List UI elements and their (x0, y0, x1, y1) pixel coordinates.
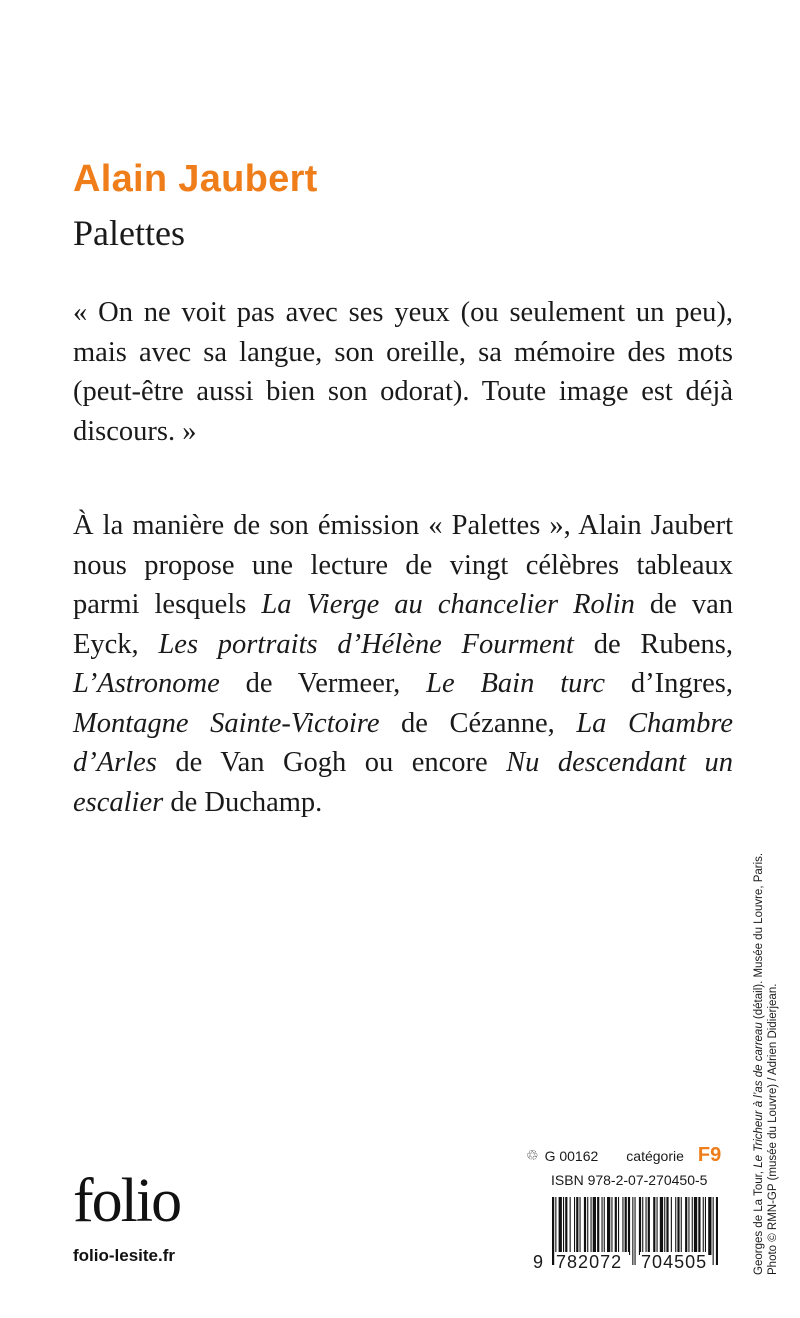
barcode-bar (593, 1197, 596, 1255)
product-code: G 00162 (544, 1147, 599, 1164)
barcode-bar (597, 1197, 599, 1255)
barcode-bar (708, 1197, 711, 1255)
barcode-bar (576, 1197, 578, 1255)
photo-credit: Photo © RMN-GP (musée du Louvre) / Adrien Didierjean. (767, 983, 779, 1275)
publisher-logo: folio (73, 1167, 181, 1235)
desc-text: de van Eyck, (73, 589, 733, 660)
barcode-bar (675, 1197, 676, 1255)
credit-text: Georges de La Tour, (753, 1167, 765, 1275)
isbn: ISBN 978-2-07-270450-5 (551, 1172, 708, 1188)
barcode-bar (574, 1197, 575, 1255)
barcode-bar (703, 1197, 704, 1255)
artwork-title: La Vierge au chancelier Rolin (261, 589, 635, 620)
barcode-bar (664, 1197, 665, 1255)
book-description (73, 506, 733, 822)
desc-text: de Duchamp. (163, 786, 323, 818)
barcode-bar (615, 1197, 617, 1255)
barcode-bar (642, 1197, 643, 1255)
barcode-bar (653, 1197, 655, 1255)
artwork-title: Les portraits d’Hélène Fourment (158, 628, 574, 660)
barcode-bar (639, 1197, 641, 1255)
barcode-bar (677, 1197, 679, 1255)
barcode-bar (559, 1197, 562, 1255)
barcode-bar (681, 1197, 682, 1255)
barcode-bar (685, 1197, 687, 1255)
desc-text: À la manière de son émission « Palettes », Alain Jaubert nous propose une lecture de vingt célèbres tableaux parmi lesquels (73, 510, 733, 620)
desc-text: de Vermeer, (219, 668, 427, 699)
barcode-bar (657, 1197, 658, 1255)
barcode-bar (713, 1197, 714, 1265)
category-value: F9 (697, 1144, 722, 1166)
barcode-bar (692, 1197, 693, 1255)
barcode-bar (584, 1197, 586, 1255)
barcode-bar (607, 1197, 610, 1255)
barcode-bar (563, 1197, 564, 1255)
cover-image-credits (752, 825, 780, 1275)
barcode-bar (611, 1197, 612, 1255)
barcode-bar (570, 1197, 571, 1255)
barcode-bar (587, 1197, 588, 1255)
barcode-bar (618, 1197, 619, 1255)
artwork-title: Le Bain turc (426, 668, 606, 699)
epigraph-quote: « On ne voit pas avec ses yeux (ou seulement un peu), mais avec sa langue, son oreille, sa mémoire des mots (peut-être aussi bien son odorat). Toute image est déjà discours. » (73, 297, 733, 447)
desc-text: de Rubens, (573, 628, 733, 660)
barcode-bar (622, 1197, 623, 1255)
barcode-bar (666, 1197, 668, 1255)
artwork-title: L’Astronome (73, 668, 220, 699)
barcode-bar (648, 1197, 650, 1255)
barcode-digits (532, 1252, 708, 1273)
barcode-bar (602, 1197, 603, 1255)
barcode-bar (580, 1197, 581, 1255)
barcode-bar (694, 1197, 697, 1255)
barcode-digits-right: 704505 (641, 1252, 708, 1272)
barcode-bar (604, 1197, 605, 1255)
barcode-bar (705, 1197, 706, 1255)
barcode-digit-first: 9 (533, 1252, 544, 1272)
credit-work-title: Le Tricheur à l’as de carreau (753, 1022, 765, 1168)
desc-text: de Van Gogh ou encore (156, 747, 507, 778)
recycle-icon: ♲ (526, 1147, 539, 1163)
credit-text: (détail). Musée du Louvre, Paris. (753, 852, 765, 1023)
barcode-bar (625, 1197, 627, 1255)
barcode-digits-left: 782072 (555, 1252, 629, 1273)
desc-text: d’Ingres, (605, 668, 734, 699)
publisher-website: folio-lesite.fr (73, 1246, 176, 1265)
barcode-bar (628, 1197, 630, 1255)
barcode-bar (698, 1197, 700, 1255)
book-title: Palettes (73, 213, 185, 253)
barcode-bar (660, 1197, 663, 1255)
product-codes (526, 1144, 721, 1167)
author-name: Alain Jaubert (73, 158, 318, 200)
barcode-bar (688, 1197, 689, 1255)
artwork-title: Montagne Sainte-Victoire (73, 707, 380, 739)
desc-text: de Cézanne, (379, 707, 577, 739)
artwork-title: Nu descendant un escalier (73, 747, 734, 818)
barcode-bar (671, 1197, 672, 1255)
barcode-bar (591, 1197, 592, 1255)
barcode-bar (646, 1197, 647, 1255)
barcode-bar (716, 1197, 718, 1265)
artwork-title: La Chambre d’Arles (73, 707, 733, 778)
barcode-bar (565, 1197, 567, 1255)
category-label: catégorie (626, 1147, 684, 1164)
